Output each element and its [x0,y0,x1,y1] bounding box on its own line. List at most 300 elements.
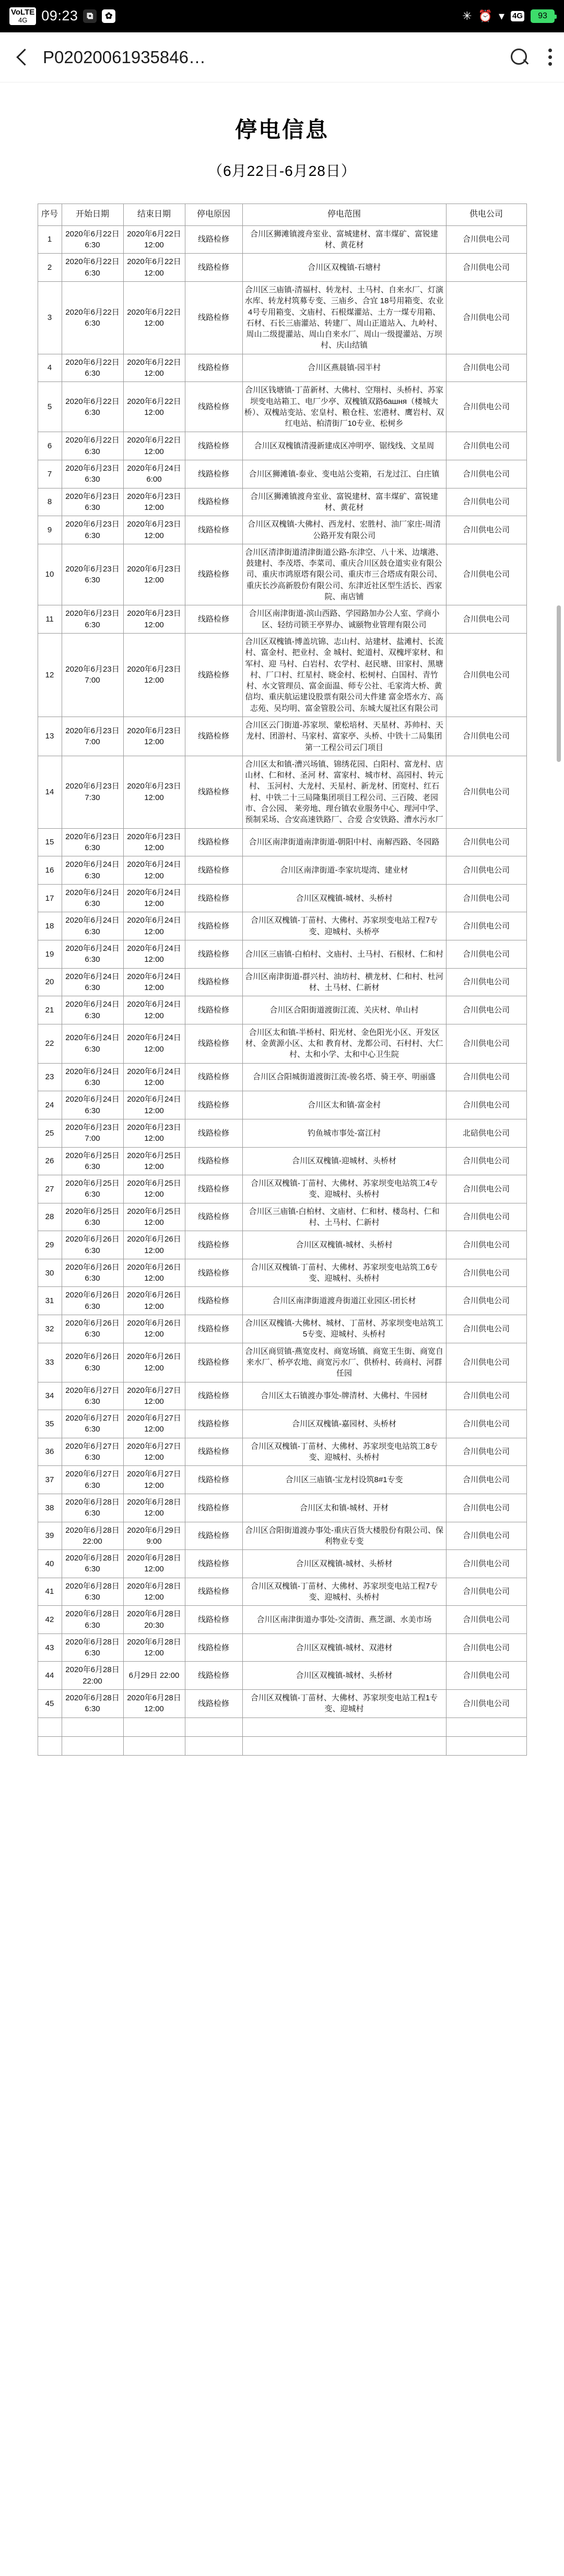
cell-start-date: 2020年6月25日 6:30 [62,1147,123,1175]
cell-reason: 线路检修 [185,717,242,756]
col-index: 序号 [38,204,62,226]
cell-company: 合川供电公司 [446,382,526,432]
cell-start-date: 2020年6月22日 6:30 [62,281,123,354]
table-row [38,633,526,717]
table-row [38,996,526,1024]
cell-reason: 线路检修 [185,432,242,460]
cell-reason: 线路检修 [185,968,242,996]
cell-scope: 合川区三庙镇-白柏材、文庙材、仁和材、楼岛村、仁和村、土马村、仁新村 [242,1203,446,1231]
col-start-date: 开始日期 [62,204,123,226]
cell-company: 合川供电公司 [446,354,526,382]
table-row [38,968,526,996]
cell-index: 9 [38,516,62,544]
cell-scope: 合川区双槐镇-大佛村、西龙村、宏胜村、油厂家庄-周清公路开发有限公司 [242,516,446,544]
volte-4g-icon: VoLTE 4G [9,7,36,25]
cell-reason: 线路检修 [185,1633,242,1662]
cell-company: 合川供电公司 [446,1662,526,1690]
outage-table [38,204,527,1756]
cell-reason: 线路检修 [185,1259,242,1287]
cell-scope: 合川区清津街道清津街道公路-东津空、八十米、边壤港、鼓建村、李茂塔、李菜司、重庆合川区鼓仓道实业有限公司、重庆市鸿原塔有限公司、重庆市三合塔成有限公司、重庆长沙高新股份有限公司、东津近社区型生活长、西家院、南店铺 [242,544,446,605]
cell-start-date: 2020年6月22日 6:30 [62,225,123,254]
cell-scope: 合川区三庙镇-清福村、转龙村、土马村、自来水厂、灯演水库、转龙村筑募专变、三庙乡、合宜 18号用箱变、农业4号专用箱变、文庙村、石根煤灌站、土方一煤专用箱、石材、石长三庙灌站、转建厂、周山正道站入、九岭村、周山二级提灌站、周山自来水厂、周山一级提灌站、万坝村、庆山结镇 [242,281,446,354]
cell-start-date: 2020年6月28日 6:30 [62,1578,123,1606]
cell-company: 合川供电公司 [446,1315,526,1343]
cell-scope: 合川区南津街道办事处-交清街、燕芝湖、水美市场 [242,1606,446,1634]
table-row [38,516,526,544]
cell-end-date: 2020年6月24日 12:00 [123,1091,185,1119]
cell-start-date: 2020年6月23日 7:00 [62,1119,123,1147]
cell-reason: 线路检修 [185,1091,242,1119]
cell-start-date: 2020年6月24日 6:30 [62,996,123,1024]
signal-4g-icon: 4G [511,11,524,21]
wifi-icon: ▾ [498,9,504,22]
table-row [38,717,526,756]
cell-scope: 合川区双槐镇-城材、双港材 [242,1633,446,1662]
cell-scope: 合川区南津街道-群兴村、油坊村、横龙材、仁和村、杜河材、土马材、仁新材 [242,968,446,996]
cell-empty [123,1718,185,1736]
cell-start-date: 2020年6月28日 22:00 [62,1662,123,1690]
cell-index: 31 [38,1287,62,1315]
cell-start-date: 2020年6月23日 6:30 [62,488,123,516]
cell-scope: 合川区太和镇-半桥村、阳光材、金色阳光小区、开发区材、金黄源小区、太和 教育材、龙都公司、石村村、大仁村、太和小学、太和中心卫生院 [242,1024,446,1063]
cell-company: 北碚供电公司 [446,1119,526,1147]
status-bar [0,0,564,32]
cell-reason: 线路检修 [185,1315,242,1343]
cell-company: 合川供电公司 [446,1438,526,1466]
cell-end-date: 2020年6月23日 12:00 [123,516,185,544]
cell-index: 25 [38,1119,62,1147]
cell-start-date: 2020年6月27日 6:30 [62,1410,123,1438]
cell-reason: 线路检修 [185,1147,242,1175]
cell-start-date: 2020年6月23日 6:30 [62,544,123,605]
cell-scope: 合川区狮滩镇-泰业、变电站公变箱，石龙过江、白庄镇 [242,460,446,488]
cell-reason: 线路检修 [185,1410,242,1438]
cell-scope: 合川区燕晨镇-园半村 [242,354,446,382]
cell-end-date: 2020年6月28日 12:00 [123,1578,185,1606]
search-icon[interactable] [509,47,530,68]
cell-company: 合川供电公司 [446,605,526,634]
table-row [38,884,526,912]
cell-index: 20 [38,968,62,996]
cell-end-date: 2020年6月24日 12:00 [123,996,185,1024]
cell-index: 43 [38,1633,62,1662]
cell-empty [446,1718,526,1736]
cell-start-date: 2020年6月28日 22:00 [62,1522,123,1550]
cell-reason: 线路检修 [185,1438,242,1466]
cell-reason: 线路检修 [185,354,242,382]
table-row [38,1315,526,1343]
cell-scope: 合川区南津街道南津街道-朝阳中村、南解西路、冬园路 [242,828,446,856]
cell-reason: 线路检修 [185,488,242,516]
table-row [38,940,526,969]
cell-end-date: 2020年6月23日 12:00 [123,633,185,717]
cell-end-date: 2020年6月22日 12:00 [123,432,185,460]
cell-start-date: 2020年6月24日 6:30 [62,1063,123,1091]
cell-end-date: 2020年6月26日 12:00 [123,1231,185,1259]
cell-index: 44 [38,1662,62,1690]
cell-company: 合川供电公司 [446,1147,526,1175]
cell-reason: 线路检修 [185,996,242,1024]
cell-company: 合川供电公司 [446,1550,526,1578]
cell-end-date: 2020年6月23日 12:00 [123,605,185,634]
cell-index: 34 [38,1382,62,1410]
cell-index: 5 [38,382,62,432]
cell-start-date: 2020年6月22日 6:30 [62,432,123,460]
cell-start-date: 2020年6月24日 6:30 [62,1091,123,1119]
cell-index: 1 [38,225,62,254]
cell-end-date: 2020年6月29日 9:00 [123,1522,185,1550]
cell-index: 17 [38,884,62,912]
cell-start-date: 2020年6月24日 6:30 [62,912,123,940]
cell-reason: 线路检修 [185,1231,242,1259]
cell-end-date: 2020年6月25日 12:00 [123,1175,185,1203]
cell-company: 合川供电公司 [446,1690,526,1718]
cell-scope: 合川区太石镇渡办事处-牌清材、大佛村、牛园材 [242,1382,446,1410]
cell-end-date: 2020年6月27日 12:00 [123,1410,185,1438]
cell-index: 7 [38,460,62,488]
cell-empty [446,1736,526,1755]
cell-company: 合川供电公司 [446,281,526,354]
cell-index: 8 [38,488,62,516]
cell-reason: 线路检修 [185,1063,242,1091]
cell-scope: 合川区双槐镇-城材、头桥村 [242,884,446,912]
cell-start-date: 2020年6月26日 6:30 [62,1287,123,1315]
table-row [38,1690,526,1718]
cell-company: 合川供电公司 [446,516,526,544]
cell-scope: 合川区双槐镇-嘉园材、头桥材 [242,1410,446,1438]
cell-scope: 合川区合阳街道渡办事处-重庆百货大楼股份有限公司、保利物业专变 [242,1522,446,1550]
cell-start-date: 2020年6月26日 6:30 [62,1259,123,1287]
cell-end-date: 2020年6月26日 12:00 [123,1287,185,1315]
cell-start-date: 2020年6月26日 6:30 [62,1343,123,1382]
cell-scope: 钓鱼城市事处-富江村 [242,1119,446,1147]
cell-company: 合川供电公司 [446,1175,526,1203]
cell-start-date: 2020年6月24日 6:30 [62,968,123,996]
cell-end-date: 2020年6月26日 12:00 [123,1315,185,1343]
cell-reason: 线路检修 [185,1522,242,1550]
app-bar-actions [509,47,553,68]
back-chevron-icon[interactable] [11,46,34,69]
document-title: 停电信息 [234,117,329,142]
cell-scope: 合川区钱塘镇-丁苗新材、大佛村、空翔村、头桥村、苏家坝变电站箱工、电厂少亭、双槐镇双路башня（楼城大桥）、双槐站变站、宏皇村、粮仓柱、宏港材、鹰岩村、双红电站、柏清街厂10专业、松树乡 [242,382,446,432]
table-row [38,1410,526,1438]
cell-company: 合川供电公司 [446,1382,526,1410]
table-row-blank [38,1736,526,1755]
cell-start-date: 2020年6月22日 6:30 [62,254,123,282]
cell-end-date: 2020年6月24日 12:00 [123,912,185,940]
document-body [0,82,564,1818]
cell-scope: 合川区云门街道-苏家坝、蒙松培材、天星材、苏帅村、天龙村、团游村、马家村、富家亭、头桥、中铁十二局集团第一工程公司云门项目 [242,717,446,756]
cell-start-date: 2020年6月23日 7:00 [62,633,123,717]
cell-company: 合川供电公司 [446,717,526,756]
cell-end-date: 2020年6月22日 12:00 [123,382,185,432]
cell-company: 合川供电公司 [446,1578,526,1606]
cell-reason: 线路检修 [185,1343,242,1382]
cell-index: 29 [38,1231,62,1259]
cell-empty [38,1736,62,1755]
table-row [38,488,526,516]
cell-company: 合川供电公司 [446,1522,526,1550]
cell-reason: 线路检修 [185,1606,242,1634]
cell-end-date: 2020年6月24日 12:00 [123,1024,185,1063]
cell-scope: 合川区双槐镇-丁苗材、大佛材、苏家坝变电站工程7专变、迎城村、头桥村 [242,1578,446,1606]
cell-company: 合川供电公司 [446,1259,526,1287]
cell-end-date: 2020年6月24日 12:00 [123,968,185,996]
table-row [38,1287,526,1315]
cell-start-date: 2020年6月28日 6:30 [62,1550,123,1578]
cell-index: 39 [38,1522,62,1550]
cell-start-date: 2020年6月28日 6:30 [62,1606,123,1634]
cell-index: 11 [38,605,62,634]
outage-table-body [38,225,526,1755]
cell-scope: 合川区太和镇-城材、开材 [242,1494,446,1522]
cell-company: 合川供电公司 [446,940,526,969]
cell-start-date: 2020年6月27日 6:30 [62,1438,123,1466]
cell-scope: 合川区三庙镇-白柏村、文庙村、土马村、石根材、仁和村 [242,940,446,969]
cell-scope: 合川区合阳城街道渡街江流-骏名塔、骑王亭、明丽盛 [242,1063,446,1091]
cell-end-date: 2020年6月25日 12:00 [123,1147,185,1175]
cell-reason: 线路检修 [185,460,242,488]
more-vertical-icon[interactable] [547,49,553,66]
table-row [38,1343,526,1382]
cell-end-date: 2020年6月27日 12:00 [123,1382,185,1410]
cell-index: 30 [38,1259,62,1287]
cell-end-date: 2020年6月24日 12:00 [123,940,185,969]
cell-end-date: 2020年6月23日 12:00 [123,756,185,828]
cell-start-date: 2020年6月24日 6:30 [62,940,123,969]
scrollbar[interactable] [557,605,561,762]
cell-index: 35 [38,1410,62,1438]
table-row [38,1522,526,1550]
cell-reason: 线路检修 [185,940,242,969]
cell-end-date: 6月29日 22:00 [123,1662,185,1690]
cell-reason: 线路检修 [185,1024,242,1063]
table-header-row [38,204,526,226]
cell-start-date: 2020年6月23日 6:30 [62,516,123,544]
cell-index: 37 [38,1466,62,1494]
cell-scope: 合川区双槐镇-丁苗材、大佛材、苏家坝变电站筑工8专变、迎城村、头桥村 [242,1438,446,1466]
cell-reason: 线路检修 [185,912,242,940]
table-row [38,354,526,382]
cell-company: 合川供电公司 [446,1606,526,1634]
cell-reason: 线路检修 [185,1578,242,1606]
alarm-icon: ⏰ [478,9,492,22]
cell-end-date: 2020年6月24日 12:00 [123,884,185,912]
table-row [38,382,526,432]
cell-reason: 线路检修 [185,544,242,605]
col-reason: 停电原因 [185,204,242,226]
table-row [38,1203,526,1231]
cell-index: 40 [38,1550,62,1578]
cell-index: 28 [38,1203,62,1231]
cell-scope: 合川区双槐镇-迎城材、头桥材 [242,1147,446,1175]
cell-company: 合川供电公司 [446,225,526,254]
cell-end-date: 2020年6月26日 12:00 [123,1259,185,1287]
cell-company: 合川供电公司 [446,856,526,885]
cell-start-date: 2020年6月28日 6:30 [62,1494,123,1522]
app-bar [0,32,564,82]
cell-end-date: 2020年6月23日 12:00 [123,544,185,605]
cell-end-date: 2020年6月28日 12:00 [123,1633,185,1662]
cell-reason: 线路检修 [185,1119,242,1147]
cell-company: 合川供电公司 [446,756,526,828]
table-row [38,1662,526,1690]
cell-reason: 线路检修 [185,1662,242,1690]
cell-company: 合川供电公司 [446,460,526,488]
cell-empty [185,1718,242,1736]
cell-start-date: 2020年6月23日 6:30 [62,460,123,488]
cell-end-date: 2020年6月25日 12:00 [123,1203,185,1231]
col-company: 供电公司 [446,204,526,226]
table-row [38,1382,526,1410]
cell-index: 36 [38,1438,62,1466]
cell-index: 45 [38,1690,62,1718]
cell-scope: 合川区双槐镇-城材、头桥材 [242,1550,446,1578]
cell-empty [242,1718,446,1736]
cell-reason: 线路检修 [185,254,242,282]
table-row [38,225,526,254]
cell-end-date: 2020年6月26日 12:00 [123,1343,185,1382]
cell-start-date: 2020年6月24日 6:30 [62,884,123,912]
cell-reason: 线路检修 [185,1550,242,1578]
cell-index: 19 [38,940,62,969]
table-row [38,1606,526,1634]
cell-reason: 线路检修 [185,1466,242,1494]
cell-index: 18 [38,912,62,940]
cell-reason: 线路检修 [185,633,242,717]
cell-index: 14 [38,756,62,828]
cell-company: 合川供电公司 [446,1466,526,1494]
cell-company: 合川供电公司 [446,1063,526,1091]
cell-index: 6 [38,432,62,460]
cell-scope: 合川区商贸镇-燕宽皮村、商宽场镇、商宽王生街、商宽自来水厂、桥亭农地、商宽污水厂、供桥村、砖商村、河群任园 [242,1343,446,1382]
status-bar-right [462,9,555,23]
cell-scope: 合川区双槐镇-丁苗村、大佛材、苏家坝变电站筑工6专变、迎城村、头桥村 [242,1259,446,1287]
cell-start-date: 2020年6月28日 6:30 [62,1690,123,1718]
table-row [38,828,526,856]
cell-index: 13 [38,717,62,756]
cell-end-date: 2020年6月23日 12:00 [123,1119,185,1147]
table-row [38,1466,526,1494]
cell-index: 2 [38,254,62,282]
cell-reason: 线路检修 [185,1287,242,1315]
table-row [38,1175,526,1203]
cell-start-date: 2020年6月27日 6:30 [62,1382,123,1410]
table-row [38,1438,526,1466]
cell-reason: 线路检修 [185,1175,242,1203]
cell-start-date: 2020年6月22日 6:30 [62,382,123,432]
table-row [38,254,526,282]
cell-end-date: 2020年6月23日 12:00 [123,488,185,516]
cell-reason: 线路检修 [185,884,242,912]
cell-company: 合川供电公司 [446,996,526,1024]
cell-scope: 合川区狮滩镇渡舟室业、富锐建材、富丰煤矿、富锐建材、黄花材 [242,488,446,516]
cell-empty [62,1718,123,1736]
cell-start-date: 2020年6月26日 6:30 [62,1315,123,1343]
cell-scope: 合川区合阳街道渡街江流、关庆材、单山村 [242,996,446,1024]
cell-start-date: 2020年6月23日 7:00 [62,717,123,756]
cell-end-date: 2020年6月22日 12:00 [123,354,185,382]
cell-company: 合川供电公司 [446,488,526,516]
cell-index: 27 [38,1175,62,1203]
table-row [38,460,526,488]
cell-company: 合川供电公司 [446,912,526,940]
cell-end-date: 2020年6月27日 12:00 [123,1438,185,1466]
cell-company: 合川供电公司 [446,633,526,717]
table-row [38,1259,526,1287]
cell-empty [62,1736,123,1755]
cell-end-date: 2020年6月22日 12:00 [123,225,185,254]
cell-scope: 合川区双槐镇-丁苗村、大佛材、苏家坝变电站筑工4专变、迎城村、头桥村 [242,1175,446,1203]
cell-reason: 线路检修 [185,516,242,544]
cell-end-date: 2020年6月28日 12:00 [123,1690,185,1718]
cell-scope: 合川区太和镇-富金村 [242,1091,446,1119]
cell-end-date: 2020年6月24日 12:00 [123,1063,185,1091]
cell-company: 合川供电公司 [446,254,526,282]
cell-end-date: 2020年6月22日 12:00 [123,281,185,354]
table-row [38,1147,526,1175]
cell-reason: 线路检修 [185,1382,242,1410]
table-row [38,1231,526,1259]
alarm-small-icon: ✿ [102,9,115,23]
cell-reason: 线路检修 [185,828,242,856]
status-time: 09:23 [41,8,78,24]
cell-index: 10 [38,544,62,605]
cell-start-date: 2020年6月24日 6:30 [62,856,123,885]
cell-start-date: 2020年6月23日 7:30 [62,756,123,828]
cell-empty [38,1718,62,1736]
table-row [38,605,526,634]
cell-start-date: 2020年6月28日 6:30 [62,1633,123,1662]
cell-index: 4 [38,354,62,382]
cell-reason: 线路检修 [185,756,242,828]
cell-company: 合川供电公司 [446,1494,526,1522]
cell-reason: 线路检修 [185,856,242,885]
cell-scope: 合川区双槐镇-城材、头桥材 [242,1662,446,1690]
cell-scope: 合川区南津街道渡舟街道江业园区-团长材 [242,1287,446,1315]
table-row [38,544,526,605]
cell-start-date: 2020年6月26日 6:30 [62,1231,123,1259]
cell-scope: 合川区太和镇-漕兴场镇、锦绣花园、白阳村、富龙村、店山材、仁和材、圣河 材、富家村、城市材、高园村、转元村、 玉河村、大龙村、天星村、新龙材、团宽村、红石村、中铁二十三局隆集团项目工程公司、三百陵、老园市、合公园、 莱旁地、理台镇农业服务中心、理河中学、预制采场、合安高速铁路厂、合爱 合安铁路、漕水污水厂 [242,756,446,828]
table-row [38,432,526,460]
cell-end-date: 2020年6月22日 12:00 [123,254,185,282]
col-scope: 停电范围 [242,204,446,226]
cast-icon: ⧉ [83,9,97,23]
table-row [38,1091,526,1119]
cell-end-date: 2020年6月28日 12:00 [123,1550,185,1578]
cell-index: 22 [38,1024,62,1063]
cell-company: 合川供电公司 [446,884,526,912]
cell-scope: 合川区三庙镇-宝龙村设筑8#1专变 [242,1466,446,1494]
cell-start-date: 2020年6月23日 6:30 [62,828,123,856]
cell-index: 23 [38,1063,62,1091]
cell-start-date: 2020年6月25日 6:30 [62,1175,123,1203]
cell-end-date: 2020年6月28日 20:30 [123,1606,185,1634]
cell-index: 26 [38,1147,62,1175]
cell-reason: 线路检修 [185,605,242,634]
cell-company: 合川供电公司 [446,1203,526,1231]
cell-reason: 线路检修 [185,1690,242,1718]
cell-reason: 线路检修 [185,1203,242,1231]
cell-company: 合川供电公司 [446,1410,526,1438]
cell-reason: 线路检修 [185,281,242,354]
table-row [38,1550,526,1578]
cell-end-date: 2020年6月24日 6:00 [123,460,185,488]
cell-scope: 合川区双槐镇-博盖坑锦、志山村、站建材、盐滩村、长流村、富金村、把业村、金 城村、蛇道村、双槐坪家材、和军村、迎 马村、白岩村、农学村、赵民塘、田家村、黑塘村、厂口村、红星村、晓金村、松树村、白国村、青竹村、水文管理员、富金面温、师专公社、毛家湾大桥、黄 信均、重庆航运建设股票有限公司大件建 富金塔水方、高志苑、吴均明、富金管股公司、东城大厦社区有限公司 [242,633,446,717]
cell-company: 合川供电公司 [446,1231,526,1259]
cell-reason: 线路检修 [185,225,242,254]
cell-end-date: 2020年6月27日 12:00 [123,1466,185,1494]
